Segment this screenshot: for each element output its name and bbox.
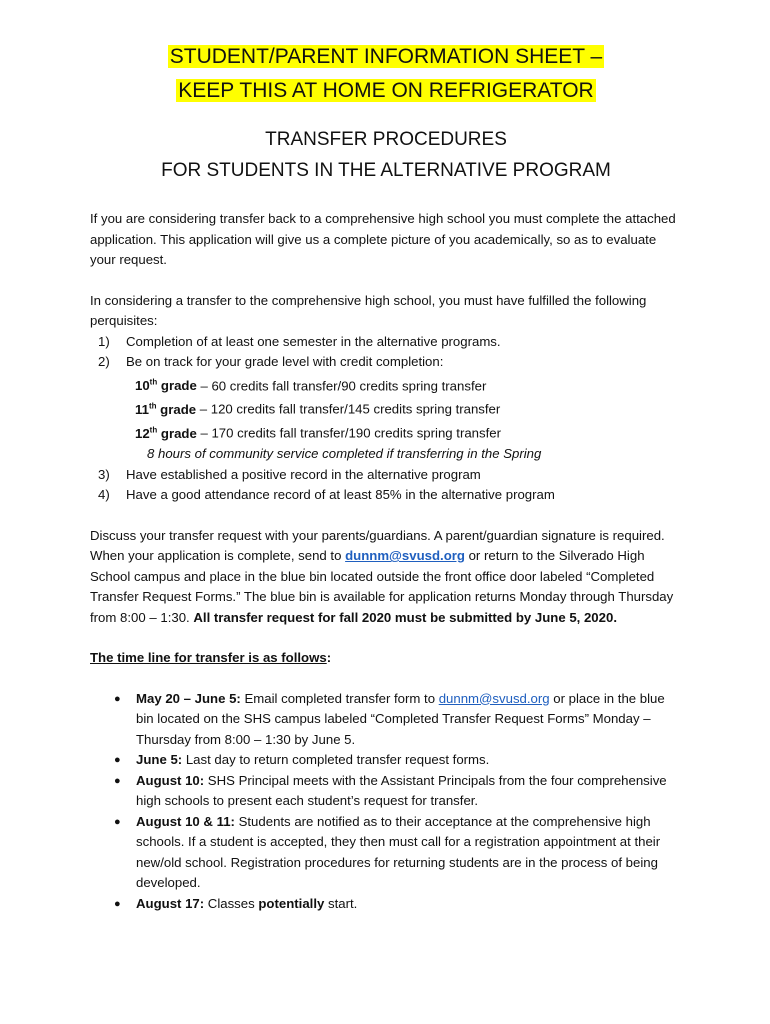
grade-label: grade — [157, 425, 197, 441]
timeline-item-text — [136, 812, 682, 894]
timeline-item-text — [136, 750, 682, 771]
grade-label: grade — [156, 401, 197, 417]
grade-requirement — [90, 396, 682, 420]
grade-credits: – 170 credits fall transfer/190 credits spring transfer — [196, 425, 502, 441]
timeline-heading-text: The time line for transfer is as follows — [90, 650, 327, 666]
prerequisites-intro: In considering a transfer to the comprehensive high school, you must have fulfilled the following perquisites: — [90, 292, 647, 328]
list-item — [98, 485, 682, 506]
timeline-desc: Email completed transfer form to — [240, 690, 439, 706]
list-number: 1) — [98, 333, 110, 349]
header-line-1: STUDENT/PARENT INFORMATION SHEET – — [169, 45, 603, 68]
timeline-item-text — [136, 689, 682, 751]
timeline-heading — [90, 648, 682, 669]
timeline-date: August 17: — [136, 895, 205, 911]
list-number: 4) — [98, 487, 110, 503]
timeline-date: June 5: — [136, 752, 183, 768]
prerequisites-list — [90, 332, 682, 373]
timeline-item — [90, 750, 682, 771]
timeline-item — [90, 812, 682, 894]
timeline-emphasis: potentially — [258, 895, 325, 911]
page-header — [90, 40, 682, 108]
bullet-icon: ● — [114, 692, 121, 705]
timeline-item-text — [136, 894, 682, 915]
bullet-icon: ● — [114, 897, 121, 910]
timeline-date: August 10: — [136, 772, 205, 788]
list-text: Have a good attendance record of at least 85% in the alternative program — [126, 487, 555, 503]
timeline-desc-continued: or place in the blue bin located on the SHS campus labeled “Completed Transfer Request Forms” Monday – Thursday from 8:00 – 1:30 by June 5. — [136, 690, 665, 747]
deadline-notice: All transfer request for fall 2020 must be submitted by June 5, 2020. — [193, 609, 617, 625]
timeline-item-text — [136, 771, 682, 812]
prerequisites-list-continued — [90, 465, 682, 506]
discuss-paragraph — [90, 526, 682, 629]
discuss-text-continued: or return to the Silverado High School campus and place in the blue bin located outside the front office door labeled “Completed Transfer Request Forms.” The blue bin is available for application returns Monday through Thursday from 8:00 – 1:30. — [90, 548, 674, 625]
grade-suffix: th — [149, 377, 158, 387]
list-text: Have established a positive record in the alternative program — [126, 466, 481, 482]
grade-requirement — [90, 373, 682, 397]
email-link[interactable]: dunnm@svusd.org — [438, 690, 550, 706]
list-item — [98, 465, 682, 486]
grade-label: grade — [157, 377, 197, 393]
grade-requirement — [90, 420, 682, 444]
timeline-heading-colon: : — [326, 650, 332, 666]
grade-suffix: th — [149, 425, 158, 435]
timeline-desc: Classes — [204, 895, 259, 911]
title-line-2: FOR STUDENTS IN THE ALTERNATIVE PROGRAM — [161, 160, 611, 181]
community-service-note: 8 hours of community service completed if transferring in the Spring — [147, 446, 542, 462]
list-number: 3) — [98, 466, 110, 482]
timeline-date: August 10 & 11: — [136, 813, 235, 829]
list-text: Be on track for your grade level with credit completion: — [126, 354, 444, 369]
grade-number: 11 — [135, 401, 149, 417]
timeline-list — [90, 689, 682, 915]
discuss-text: Discuss your transfer request with your parents/guardians. A parent/guardian signature is required. When your application is complete, send to — [90, 527, 665, 564]
bullet-icon: ● — [114, 774, 121, 787]
timeline-item — [90, 771, 682, 812]
intro-paragraph: If you are considering transfer back to a comprehensive high school you must complete the attached application. This application will give us a complete picture of you academically, so as to evaluate your request. — [90, 211, 676, 267]
timeline-date: May 20 – June 5: — [136, 690, 241, 706]
timeline-desc-continued: start. — [324, 895, 358, 911]
list-item — [98, 332, 682, 353]
list-number: 2) — [98, 354, 110, 369]
title-line-1: TRANSFER PROCEDURES — [265, 129, 507, 150]
header-line-2: KEEP THIS AT HOME ON REFRIGERATOR — [178, 79, 594, 102]
timeline-item — [90, 689, 682, 751]
grade-number: 12 — [135, 425, 150, 441]
list-text: Completion of at least one semester in the alternative programs. — [126, 333, 501, 349]
list-item — [98, 352, 682, 373]
grade-credits: – 60 credits fall transfer/90 credits spring transfer — [196, 377, 487, 393]
timeline-item — [90, 894, 682, 915]
page-title — [90, 124, 682, 186]
grade-credits: – 120 credits fall transfer/145 credits spring transfer — [196, 401, 501, 417]
email-link[interactable]: dunnm@svusd.org — [345, 548, 465, 564]
bullet-icon: ● — [114, 815, 121, 828]
timeline-desc: Students are notified as to their acceptance at the comprehensive high schools. If a student is accepted, they then must call for a registration appointment at their new/old school. Registration procedures for returning students are in the process of being developed. — [136, 813, 661, 891]
bullet-icon: ● — [114, 754, 121, 767]
timeline-desc: Last day to return completed transfer request forms. — [182, 752, 490, 768]
grade-number: 10 — [135, 377, 150, 393]
grade-suffix: th — [148, 401, 157, 411]
timeline-desc: SHS Principal meets with the Assistant Principals from the four comprehensive high schools to present each student’s request for transfer. — [136, 772, 667, 809]
